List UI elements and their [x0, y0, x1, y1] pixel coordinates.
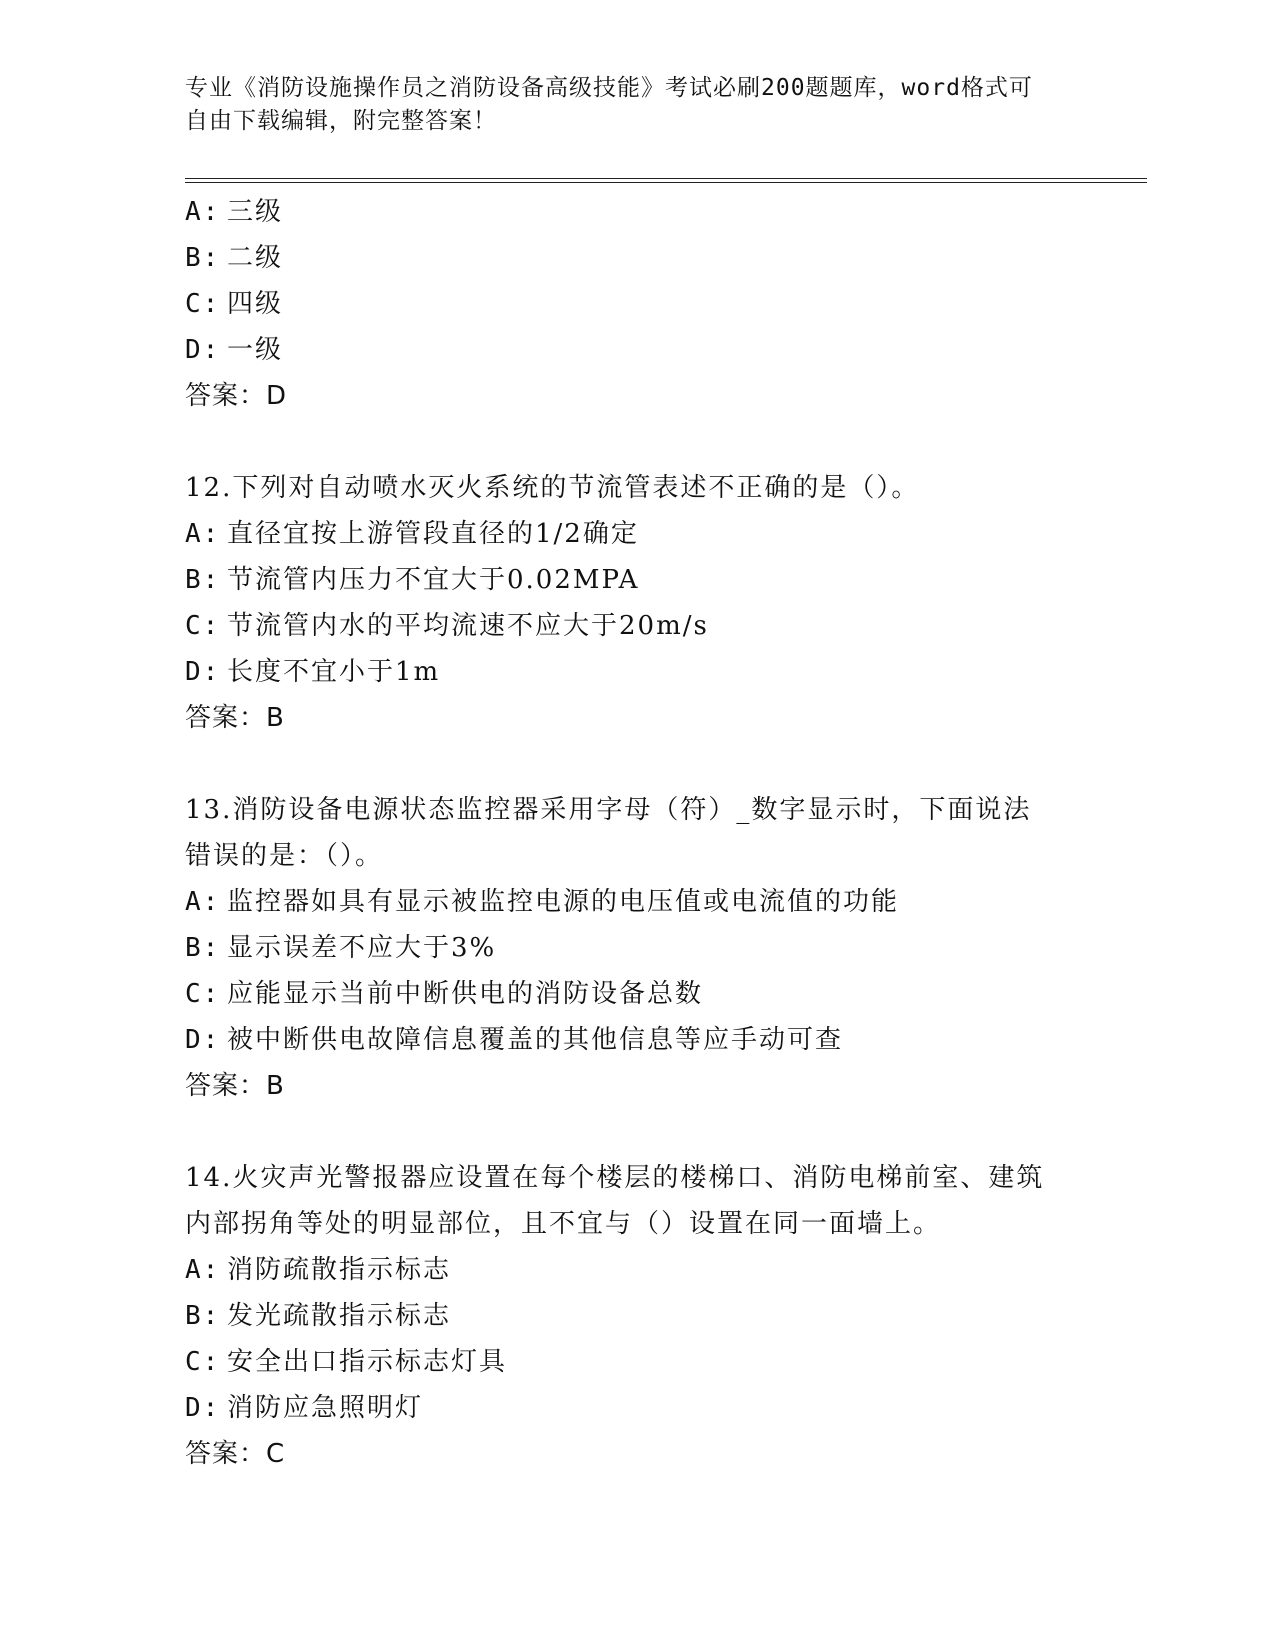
option-a [185, 189, 1115, 235]
option-text: 直径宜按上游管段直径的1/2确定 [227, 519, 639, 549]
option-text: 消防疏散指示标志 [227, 1255, 452, 1285]
answer-line: 答案：B [185, 1071, 285, 1101]
option-text: 节流管内压力不宜大于0.02MPA [227, 565, 640, 595]
document-header [185, 72, 1065, 138]
option-b [185, 557, 1115, 603]
question-12 [185, 465, 1115, 741]
header-divider-bottom [185, 182, 1147, 183]
spacer [185, 1109, 1115, 1155]
spacer [185, 419, 1115, 465]
option-c [185, 971, 1115, 1017]
option-text: 长度不宜小于1m [227, 657, 441, 687]
option-letter: D: [185, 1393, 221, 1423]
option-letter: B: [185, 933, 221, 963]
option-d [185, 1017, 1115, 1063]
option-text: 三级 [227, 197, 284, 227]
option-a [185, 511, 1115, 557]
option-letter: C: [185, 611, 221, 641]
option-b [185, 1293, 1115, 1339]
option-letter: C: [185, 1347, 221, 1377]
option-letter: B: [185, 243, 221, 273]
answer-line: 答案：C [185, 1439, 286, 1469]
answer-line: 答案：D [185, 381, 288, 411]
header-line-2: 自由下载编辑，附完整答案！ [185, 108, 497, 134]
option-text: 应能显示当前中断供电的消防设备总数 [227, 979, 704, 1009]
answer-line: 答案：B [185, 703, 285, 733]
option-c [185, 281, 1115, 327]
option-text: 节流管内水的平均流速不应大于20m/s [227, 611, 709, 641]
option-letter: D: [185, 335, 221, 365]
option-b [185, 235, 1115, 281]
question-partial [185, 189, 1115, 419]
option-text: 四级 [227, 289, 284, 319]
option-a [185, 879, 1115, 925]
option-letter: B: [185, 1301, 221, 1331]
option-letter: D: [185, 657, 221, 687]
option-d [185, 649, 1115, 695]
option-c [185, 603, 1115, 649]
option-text: 消防应急照明灯 [227, 1393, 424, 1423]
question-14 [185, 1155, 1115, 1477]
option-letter: B: [185, 565, 221, 595]
question-stem: 13.消防设备电源状态监控器采用字母（符）_数字显示时，下面说法 [185, 795, 1032, 825]
option-letter: A: [185, 887, 221, 917]
option-letter: D: [185, 1025, 221, 1055]
option-text: 监控器如具有显示被监控电源的电压值或电流值的功能 [227, 887, 900, 917]
option-text: 被中断供电故障信息覆盖的其他信息等应手动可查 [227, 1025, 844, 1055]
question-13 [185, 787, 1115, 1109]
question-stem-continued: 错误的是：（）。 [185, 841, 384, 871]
question-stem: 12.下列对自动喷水灭火系统的节流管表述不正确的是（）。 [185, 473, 920, 503]
option-text: 发光疏散指示标志 [227, 1301, 452, 1331]
option-letter: C: [185, 289, 221, 319]
option-letter: A: [185, 197, 221, 227]
option-text: 一级 [227, 335, 284, 365]
spacer [185, 741, 1115, 787]
header-line-1: 专业《消防设施操作员之消防设备高级技能》考试必刷200题题库，word格式可 [185, 75, 1033, 101]
option-text: 显示误差不应大于3% [227, 933, 497, 963]
option-letter: C: [185, 979, 221, 1009]
option-letter: A: [185, 1255, 221, 1285]
option-d [185, 327, 1115, 373]
header-divider-top [185, 178, 1147, 179]
option-b [185, 925, 1115, 971]
question-stem: 14.火灾声光警报器应设置在每个楼层的楼梯口、消防电梯前室、建筑 [185, 1163, 1045, 1193]
option-c [185, 1339, 1115, 1385]
option-d [185, 1385, 1115, 1431]
question-list [185, 189, 1115, 1477]
option-a [185, 1247, 1115, 1293]
option-letter: A: [185, 519, 221, 549]
option-text: 二级 [227, 243, 284, 273]
option-text: 安全出口指示标志灯具 [227, 1347, 508, 1377]
question-stem-continued: 内部拐角等处的明显部位，且不宜与（）设置在同一面墙上。 [185, 1209, 942, 1239]
